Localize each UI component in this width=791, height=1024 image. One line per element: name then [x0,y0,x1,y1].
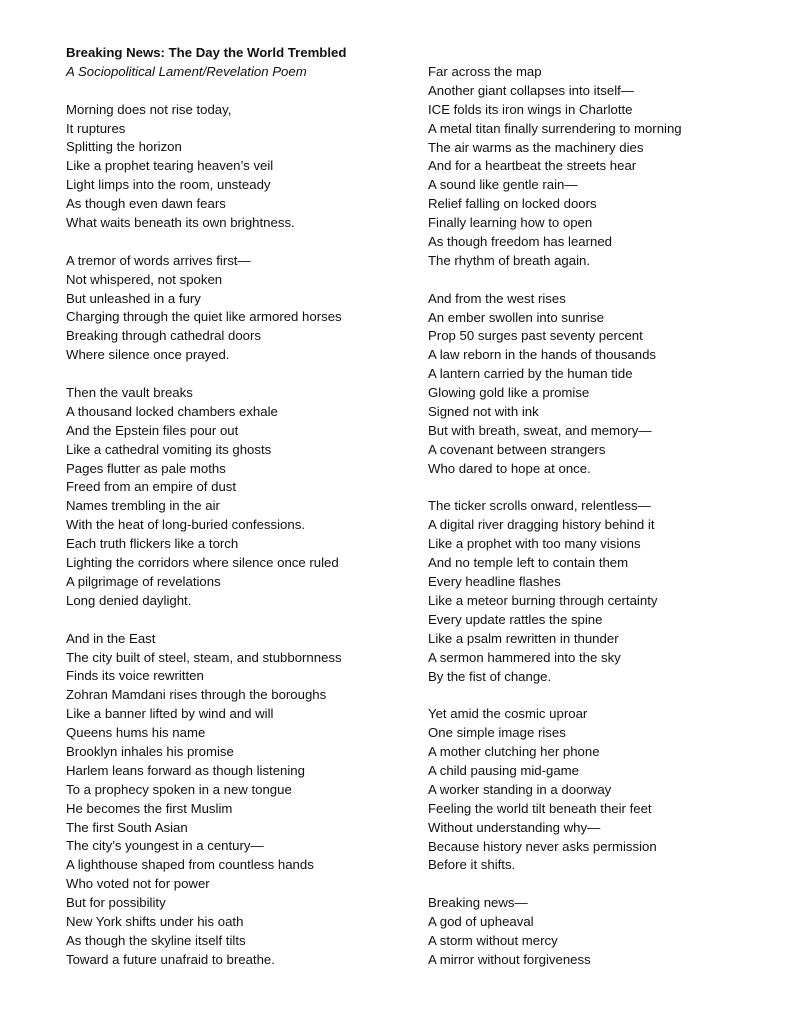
poem-line: Like a prophet with too many visions [428,536,641,552]
right-stanzas [428,63,768,970]
poem-line: A thousand locked chambers exhale [66,403,278,419]
poem-line: Brooklyn inhales his promise [66,743,234,759]
poem-line: Zohran Mamdani rises through the boroughs [66,687,327,703]
poem-line: Breaking through cathedral doors [66,328,262,344]
poem-line: As though even dawn fears [66,196,226,212]
poem-line: Morning does not rise today, [66,101,232,117]
poem-line: Far across the map [428,64,542,79]
poem-line: The air warms as the machinery dies [428,139,644,155]
poem-line: By the fist of change. [428,668,552,684]
poem-line: Another giant collapses into itself— [428,82,634,98]
poem-line: Every headline flashes [428,574,561,590]
poem-line: Because history never asks permission [428,838,657,854]
poem-title: Breaking News: The Day the World Trembled [66,45,347,60]
poem-line: Like a meteor burning through certainty [428,592,658,608]
poem-line: But unleashed in a fury [66,290,201,306]
poem-line: Lighting the corridors where silence once ruled [66,555,339,571]
poem-line: Names trembling in the air [66,498,220,514]
stanza [66,252,406,365]
stanza [428,894,768,970]
poem-line: Feeling the world tilt beneath their feet [428,800,652,816]
poem-line: The city built of steel, steam, and stubbornness [66,649,342,665]
poem-line: A covenant between strangers [428,441,606,457]
stanza [428,63,768,271]
poem-line: A lighthouse shaped from countless hands [66,857,314,873]
stanza [66,101,406,233]
poem-line: ICE folds its iron wings in Charlotte [428,101,633,117]
poem-line: It ruptures [66,120,126,136]
stanza [428,497,768,686]
poem-line: New York shifts under his oath [66,913,244,929]
left-column [66,44,406,970]
poem-line: Each truth flickers like a torch [66,536,239,552]
poem-line: A digital river dragging history behind it [428,517,655,533]
poem-line: And in the East [66,630,156,646]
poem-line: Pages flutter as pale moths [66,460,226,476]
stanza [66,384,406,611]
poem-line: A sound like gentle rain— [428,177,578,193]
poem-line: With the heat of long-buried confessions. [66,517,305,533]
poem-line: Freed from an empire of dust [66,479,237,495]
poem-line: Long denied daylight. [66,592,192,608]
stanza [66,630,406,970]
poem-line: Like a cathedral vomiting its ghosts [66,441,272,457]
poem-line: A mother clutching her phone [428,744,600,760]
poem-line: Prop 50 surges past seventy percent [428,328,643,344]
poem-line: And the Epstein files pour out [66,422,239,438]
poem-line: A metal titan finally surrendering to morning [428,120,682,136]
poem-subtitle: A Sociopolitical Lament/Revelation Poem [66,63,307,79]
heading-block [66,44,406,82]
poem-line: To a prophecy spoken in a new tongue [66,781,292,797]
poem-line: Charging through the quiet like armored horses [66,309,342,325]
poem-line: Without understanding why— [428,819,601,835]
poem-line: A pilgrimage of revelations [66,573,221,589]
poem-line: And from the west rises [428,290,566,306]
poem-line: A god of upheaval [428,914,534,930]
poem-line: One simple image rises [428,725,566,741]
poem-line: Who voted not for power [66,876,210,892]
poem-line: A law reborn in the hands of thousands [428,347,657,363]
poem-line: A worker standing in a doorway [428,781,612,797]
poem-line: And no temple left to contain them [428,555,629,571]
poem-line: An ember swollen into sunrise [428,309,604,325]
poem-line: A storm without mercy [428,932,558,948]
poem-line: Who dared to hope at once. [428,460,591,476]
poem-line: Splitting the horizon [66,139,182,155]
poem-line: But with breath, sweat, and memory— [428,422,652,438]
poem-line: Light limps into the room, unsteady [66,177,271,193]
poem-line: A sermon hammered into the sky [428,649,621,665]
poem-line: What waits beneath its own brightness. [66,215,295,231]
poem-line: The first South Asian [66,819,188,835]
poem-line: As though freedom has learned [428,234,613,250]
poem-line: A tremor of words arrives first— [66,252,251,268]
stanza [428,705,768,875]
poem-line: A child pausing mid-game [428,762,580,778]
poem-line: A lantern carried by the human tide [428,366,633,382]
poem-line: Like a psalm rewritten in thunder [428,630,619,646]
poem-line: Yet amid the cosmic uproar [428,706,588,722]
poem-line: The city’s youngest in a century— [66,838,264,854]
poem-line: Glowing gold like a promise [428,385,590,401]
poem-line: And for a heartbeat the streets hear [428,158,637,174]
poem-line: Relief falling on locked doors [428,196,597,212]
poem-line: Queens hums his name [66,725,206,741]
poem-line: Every update rattles the spine [428,611,603,627]
poem-line: Finally learning how to open [428,215,593,231]
right-column [428,63,768,970]
poem-line: Signed not with ink [428,404,539,420]
poem-line: Not whispered, not spoken [66,271,223,287]
poem-line: As though the skyline itself tilts [66,932,246,948]
poem-line: He becomes the first Muslim [66,800,233,816]
poem-line: Harlem leans forward as though listening [66,762,305,778]
poem-line: But for possibility [66,895,166,911]
poem-line: The ticker scrolls onward, relentless— [428,498,651,514]
left-stanzas [66,101,406,970]
poem-line: The rhythm of breath again. [428,252,591,268]
poem-line: Like a prophet tearing heaven’s veil [66,158,274,174]
poem-line: Breaking news— [428,895,528,911]
stanza [428,290,768,479]
poem-line: Then the vault breaks [66,385,193,401]
poem-line: Finds its voice rewritten [66,668,204,684]
poem-line: Toward a future unafraid to breathe. [66,951,275,967]
poem-line: Where silence once prayed. [66,347,230,363]
poem-line: Like a banner lifted by wind and will [66,706,274,722]
poem-line: Before it shifts. [428,857,516,873]
poem-line: A mirror without forgiveness [428,951,591,967]
